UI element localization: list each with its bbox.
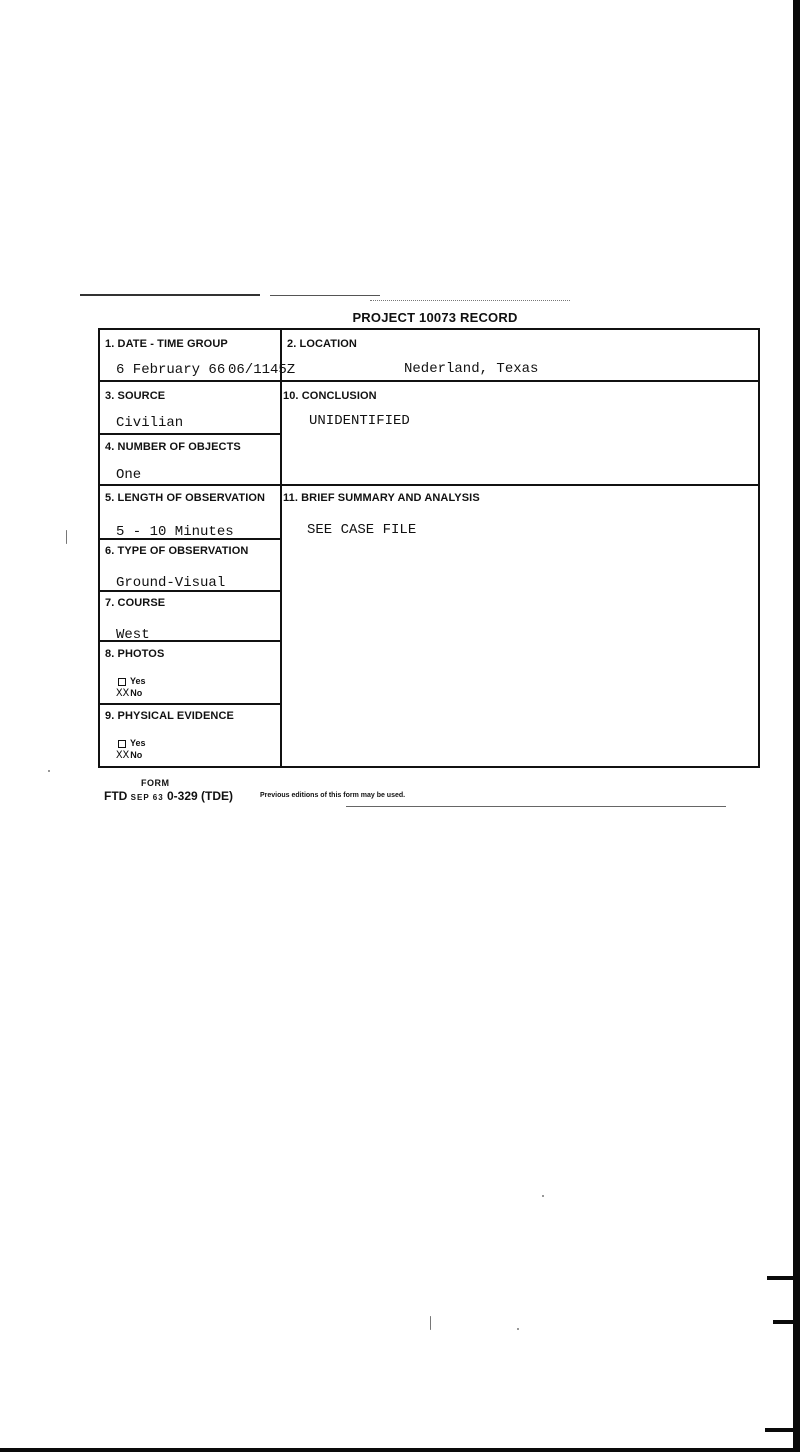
footer-agency: FTD: [104, 789, 128, 803]
scan-speck: [48, 770, 50, 772]
physical-evidence-label: 9. PHYSICAL EVIDENCE: [105, 710, 234, 722]
scan-speck: [517, 1328, 519, 1330]
row-divider: [100, 703, 280, 705]
type-of-observation-label: 6. TYPE OF OBSERVATION: [105, 545, 249, 557]
footer-form-id: [104, 789, 233, 803]
checkbox-empty-icon: [118, 678, 126, 686]
footer-form-number: 0-329 (TDE): [167, 789, 234, 803]
type-of-observation-value: Ground-Visual: [116, 575, 226, 591]
column-divider: [280, 330, 282, 766]
course-value: West: [116, 627, 150, 643]
conclusion-value: UNIDENTIFIED: [309, 413, 410, 429]
record-form: [98, 328, 760, 768]
summary-label: 11. BRIEF SUMMARY AND ANALYSIS: [283, 492, 480, 504]
physical-evidence-no-mark: XX: [116, 750, 130, 762]
scan-edge-bottom: [0, 1448, 800, 1452]
location-value: Nederland, Texas: [404, 361, 539, 377]
physical-evidence-yes-label: Yes: [130, 738, 146, 748]
row-divider: [100, 380, 758, 382]
row-divider: [100, 433, 280, 435]
physical-evidence-yes-option[interactable]: [118, 738, 146, 748]
length-of-observation-label: 5. LENGTH OF OBSERVATION: [105, 492, 266, 504]
physical-evidence-no-label: No: [130, 750, 143, 760]
summary-value: SEE CASE FILE: [307, 522, 417, 538]
time-value: 06/1145Z: [228, 362, 296, 378]
row-divider: [100, 484, 758, 486]
photos-label: 8. PHOTOS: [105, 648, 165, 660]
photos-no-mark: XX: [116, 688, 130, 700]
form-title: PROJECT 10073 RECORD: [352, 310, 518, 325]
physical-evidence-no-option[interactable]: [116, 750, 142, 762]
date-value: 6 February 66: [116, 362, 226, 378]
scan-speck: [430, 1316, 431, 1330]
conclusion-label: 10. CONCLUSION: [283, 390, 377, 402]
date-time-group-label: 1. DATE - TIME GROUP: [105, 338, 228, 350]
number-of-objects-label: 4. NUMBER OF OBJECTS: [105, 441, 241, 453]
scan-mark: [767, 1276, 793, 1280]
photos-no-label: No: [130, 688, 143, 698]
photos-yes-label: Yes: [130, 676, 146, 686]
checkbox-empty-icon: [118, 740, 126, 748]
scan-mark: [765, 1428, 793, 1432]
photos-yes-option[interactable]: [118, 676, 146, 686]
source-label: 3. SOURCE: [105, 390, 166, 402]
number-of-objects-value: One: [116, 467, 142, 483]
location-label: 2. LOCATION: [287, 338, 357, 350]
footer-rule: [346, 806, 726, 807]
length-of-observation-value: 5 - 10 Minutes: [116, 524, 234, 540]
scan-edge-right: [793, 0, 800, 1452]
header-rule: [80, 294, 260, 296]
scan-speck: [542, 1195, 544, 1197]
footer-note: Previous editions of this form may be used.: [260, 792, 406, 799]
footer-form-word: FORM: [141, 778, 170, 788]
header-dotted-rule: [370, 300, 570, 301]
header-rule: [270, 295, 380, 296]
course-label: 7. COURSE: [105, 597, 166, 609]
scan-mark: [773, 1320, 793, 1324]
footer-edition: SEP 63: [130, 793, 164, 802]
photos-no-option[interactable]: [116, 688, 142, 700]
scan-speck: [66, 530, 67, 544]
source-value: Civilian: [116, 415, 184, 431]
